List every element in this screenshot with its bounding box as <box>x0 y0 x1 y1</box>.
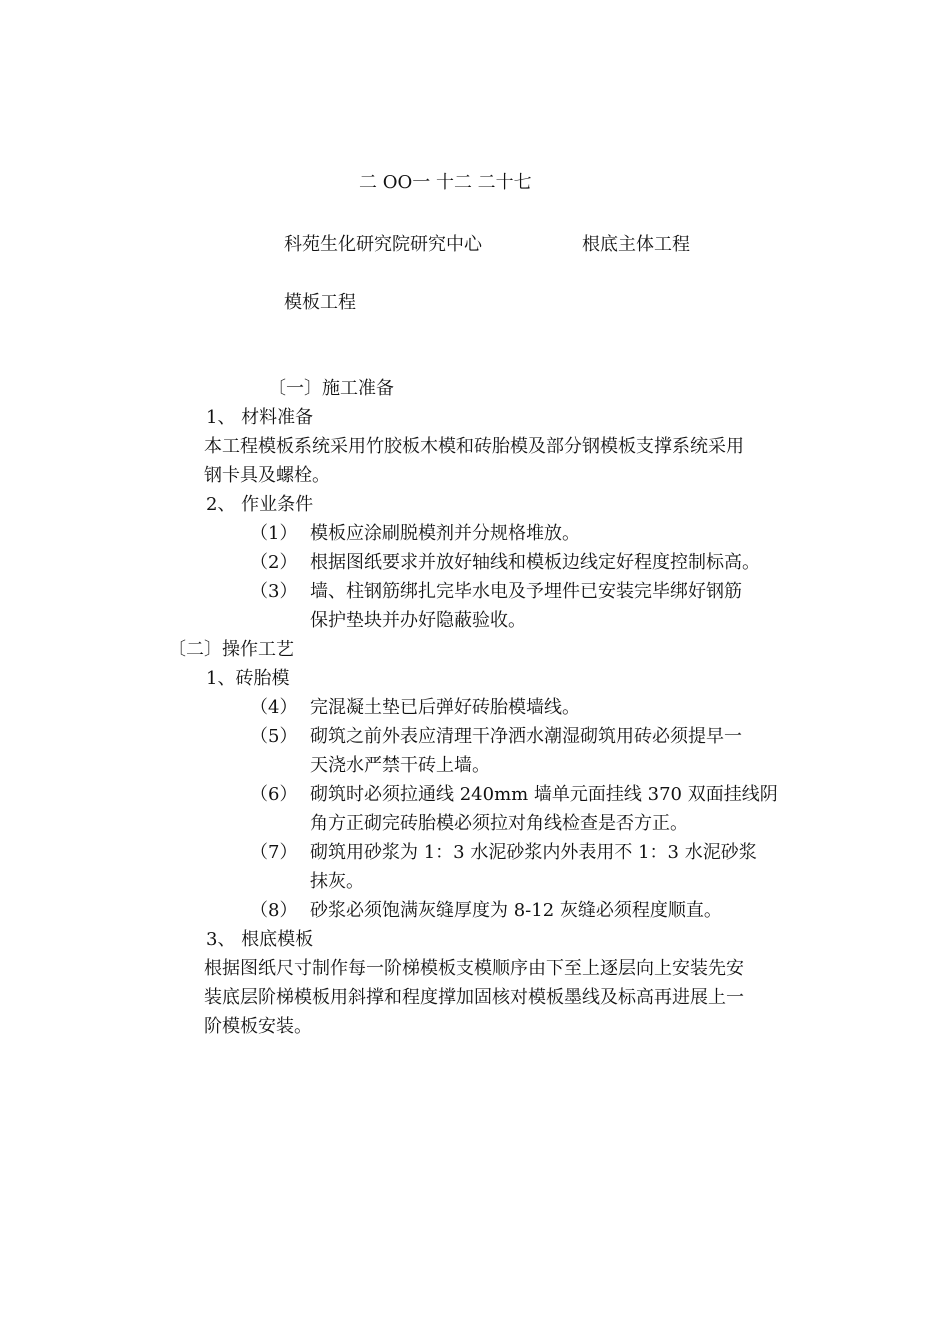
part1-item1-paragraph-line2: 钢卡具及螺栓。 <box>204 465 330 486</box>
part2-item3-paragraph-line2: 装底层阶梯模板用斜撑和程度撑加固核对模板墨线及标高再进展上一 <box>204 987 744 1008</box>
list-item-text: 模板应涂刷脱模剂并分规格堆放。 <box>310 523 580 544</box>
part2-heading: 〔二〕操作工艺 <box>168 639 294 660</box>
part1-item1-title: 1、 材料准备 <box>206 407 314 428</box>
list-number: （3） <box>250 581 298 602</box>
list-item-text: 砌筑时必须拉通线 240mm 墙单元面挂线 370 双面挂线阴 <box>310 784 778 805</box>
list-item-text-continued: 天浇水严禁干砖上墙。 <box>310 755 490 776</box>
part2-item3-paragraph-line1: 根据图纸尺寸制作每一阶梯模板支模顺序由下至上逐层向上安装先安 <box>204 958 744 979</box>
list-item-text: 砌筑之前外表应清理干净洒水潮湿砌筑用砖必须提早一 <box>310 726 742 747</box>
list-item-text-continued: 抹灰。 <box>310 871 364 892</box>
list-number: （2） <box>250 552 298 573</box>
list-number: （7） <box>250 842 298 863</box>
list-item-text: 砌筑用砂浆为 1：3 水泥砂浆内外表用不 1：3 水泥砂浆 <box>310 842 757 863</box>
subproject-name: 根底主体工程 <box>582 234 690 255</box>
list-number: （1） <box>250 523 298 544</box>
list-item-text: 墙、柱钢筋绑扎完毕水电及予埋件已安装完毕绑好钢筋 <box>310 581 742 602</box>
list-number: （5） <box>250 726 298 747</box>
part1-item2-title: 2、 作业条件 <box>206 494 314 515</box>
part2-item3-title: 3、 根底模板 <box>206 929 314 950</box>
part2-item3-paragraph-line3: 阶模板安装。 <box>204 1016 312 1037</box>
list-item-text: 完混凝土垫已后弹好砖胎模墙线。 <box>310 697 580 718</box>
list-item-text-continued: 保护垫块并办好隐蔽验收。 <box>310 610 526 631</box>
list-item-text-continued: 角方正砌完砖胎模必须拉对角线检查是否方正。 <box>310 813 688 834</box>
list-item-text: 根据图纸要求并放好轴线和模板边线定好程度控制标高。 <box>310 552 760 573</box>
list-number: （4） <box>250 697 298 718</box>
project-name: 科苑生化研究院研究中心 <box>284 234 482 255</box>
list-number: （8） <box>250 900 298 921</box>
part2-item1-title: 1、砖胎模 <box>206 668 290 689</box>
document-date: 二 OO一 十二 二十七 <box>359 172 532 193</box>
section-title: 模板工程 <box>284 292 356 313</box>
list-item-text: 砂浆必须饱满灰缝厚度为 8-12 灰缝必须程度顺直。 <box>310 900 722 921</box>
part1-heading: 〔一〕施工准备 <box>268 378 394 399</box>
list-number: （6） <box>250 784 298 805</box>
part1-item1-paragraph-line1: 本工程模板系统采用竹胶板木模和砖胎模及部分钢模板支撑系统采用 <box>204 436 744 457</box>
